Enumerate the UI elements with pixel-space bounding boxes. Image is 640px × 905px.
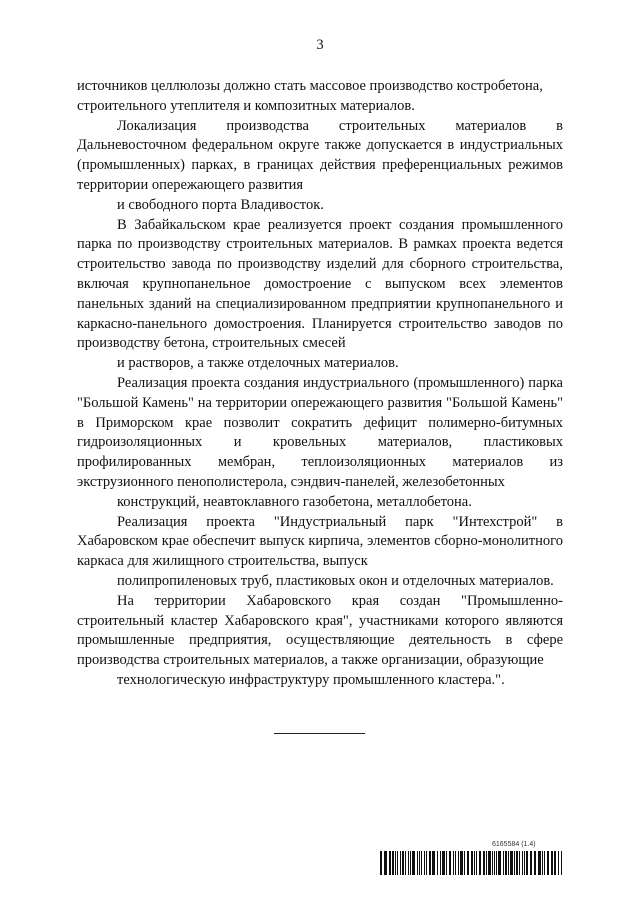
- paragraph-2-last-line: и свободного порта Владивосток.: [117, 196, 324, 213]
- paragraph-6: [77, 592, 563, 691]
- document-code: 6165584 (1.4): [492, 841, 536, 848]
- paragraph-6-text: На территории Хабаровского края создан "Промышленно-строительный кластер Хабаровского края", участниками которого являются промышленные предприятия, осуществляющие деятельность в сфере производства строительных материалов, а также организации, образующие: [77, 592, 563, 669]
- paragraph-5: [77, 513, 563, 592]
- paragraph-2-text: Локализация производства строительных материалов в Дальневосточном федеральном округе также допускается в индустриальных (промышленных) парках, в границах действия преференциальных режимов территории опережающего развития: [77, 117, 563, 193]
- paragraph-4-text: Реализация проекта создания индустриального (промышленного) парка "Большой Камень" на территории опережающего развития "Большой Камень" в Приморском крае позволит сократить дефицит полимерно-битумных гидроизоляционных и кровельных материалов, пластиковых профилированных мембран, теплоизоляционных материалов из экструзионного пенополистерола, сэндвич-панелей, железобетонных: [77, 374, 563, 490]
- paragraph-1-last-line: строительного утеплителя и композитных материалов.: [77, 97, 415, 114]
- paragraph-4: [77, 374, 563, 513]
- document-body: [77, 77, 563, 691]
- paragraph-5-text: Реализация проекта "Индустриальный парк "Интехстрой" в Хабаровском крае обеспечит выпуск кирпича, элементов сборно-монолитного каркаса для жилищного строительства, выпуск: [77, 513, 563, 570]
- end-separator-line: [274, 733, 365, 734]
- paragraph-3-text: В Забайкальском крае реализуется проект создания промышленного парка по производству строительных материалов. В рамках проекта ведется строительство завода по производству изделий для сборного строительства, включая крупнопанельное домостроение с выпуском всех элементов панельных зданий на специализированном предприятии крупнопанельного и каркасно-панельного домостроения. Планируется строительство заводов по производству бетона, строительных смесей: [77, 216, 563, 352]
- barcode-icon: [380, 851, 563, 875]
- paragraph-2: [77, 117, 563, 216]
- page-number: 3: [316, 37, 324, 53]
- paragraph-3: [77, 216, 563, 374]
- paragraph-1: [77, 77, 563, 117]
- paragraph-1-text: источников целлюлозы должно стать массовое производство костробетона,: [77, 78, 543, 94]
- paragraph-5-last-line: полипропиленовых труб, пластиковых окон и отделочных материалов.: [117, 572, 554, 589]
- paragraph-4-last-line: конструкций, неавтоклавного газобетона, металлобетона.: [117, 493, 472, 510]
- paragraph-6-last-line: технологическую инфраструктуру промышленного кластера.".: [117, 671, 505, 688]
- paragraph-3-last-line: и растворов, а также отделочных материалов.: [117, 355, 399, 372]
